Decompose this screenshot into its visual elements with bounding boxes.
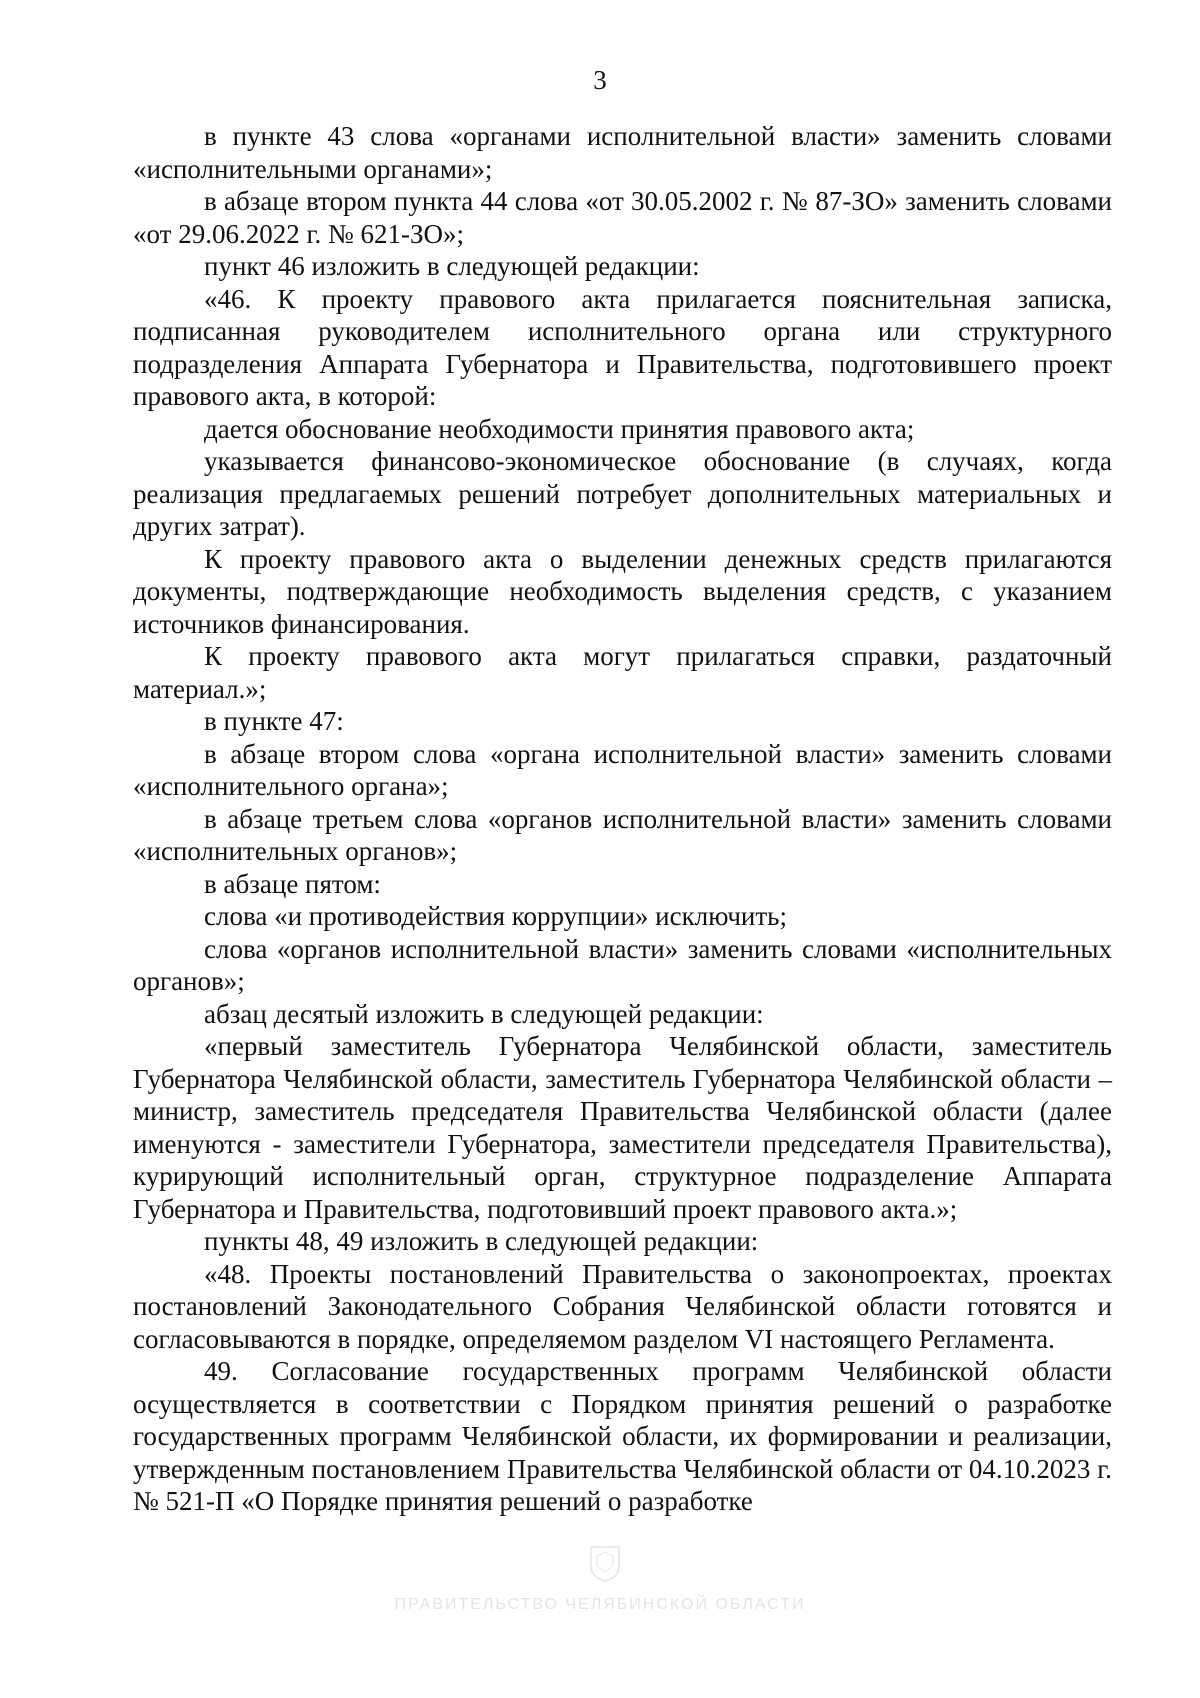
paragraph: в абзаце пятом:	[204, 868, 381, 899]
paragraph: слова «органов исполнительной власти» заменить словами «исполнительных органов»;	[133, 933, 1112, 996]
paragraph: К проекту правового акта могут прилагаться справки, раздаточный материал.»;	[133, 641, 1112, 704]
paragraph: в абзаце втором пункта 44 слова «от 30.05.2002 г. № 87-ЗО» заменить словами «от 29.06.2022 г. № 621-ЗО»;	[133, 186, 1112, 249]
paragraph: «46. К проекту правового акта прилагается пояснительная записка, подписанная руководителем исполнительного органа или структурного подразделения Аппарата Губернатора и Правительства, подготовившего проект правового акта, в которой:	[133, 283, 1112, 411]
paragraph: К проекту правового акта о выделении денежных средств прилагаются документы, подтверждающие необходимость выделения средств, с указанием источников финансирования.	[133, 543, 1112, 639]
paragraph: пункт 46 изложить в следующей редакции:	[204, 251, 700, 281]
paragraph: в абзаце втором слова «органа исполнительной власти» заменить словами «исполнительного органа»;	[133, 738, 1112, 801]
paragraph: в пункте 47:	[204, 706, 344, 736]
paragraph: указывается финансово-экономическое обоснование (в случаях, когда реализация предлагаемых решений потребует дополнительных материальных и других затрат).	[133, 446, 1112, 541]
document-body	[133, 120, 1112, 1518]
paragraph: «48. Проекты постановлений Правительства о законопроектах, проектах постановлений Законодательного Собрания Челябинской области готовятся и согласовываются в порядке, определяемом разделом VI настоящего Регламента.	[133, 1258, 1112, 1354]
paragraph: в пункте 43 слова «органами исполнительной власти» заменить словами «исполнительными органами»;	[133, 121, 1112, 184]
paragraph: дается обоснование необходимости принятия правового акта;	[204, 413, 915, 444]
paragraph: пункты 48, 49 изложить в следующей редакции:	[204, 1226, 759, 1256]
footer-watermark: ПРАВИТЕЛЬСТВО ЧЕЛЯБИНСКОЙ ОБЛАСТИ	[394, 1596, 806, 1613]
paragraph: абзац десятый изложить в следующей редакции:	[204, 998, 764, 1029]
paragraph: «первый заместитель Губернатора Челябинской области, заместитель Губернатора Челябинской области, заместитель Губернатора Челябинской области – министр, заместитель председателя Правительства Челябинской области (далее именуются - заместители Губернатора, заместители председателя Правительства), курирующий исполнительный орган, структурное подразделение Аппарата Губернатора и Правительства, подготовивший проект правового акта.»;	[133, 1031, 1112, 1224]
paragraph: 49. Согласование государственных программ Челябинской области осуществляется в соответствии с Порядком принятия решений о разработке государственных программ Челябинской области, их формировании и реализации, утвержденным постановлением Правительства Челябинской области от 04.10.2023 г. № 521-П «О Порядке принятия решений о разработке	[133, 1356, 1112, 1516]
page-number: 3	[593, 65, 607, 95]
paragraph: в абзаце третьем слова «органов исполнительной власти» заменить словами «исполнительных органов»;	[133, 803, 1112, 866]
paragraph: слова «и противодействия коррупции» исключить;	[204, 901, 787, 931]
coat-of-arms-watermark-icon	[588, 1544, 622, 1582]
